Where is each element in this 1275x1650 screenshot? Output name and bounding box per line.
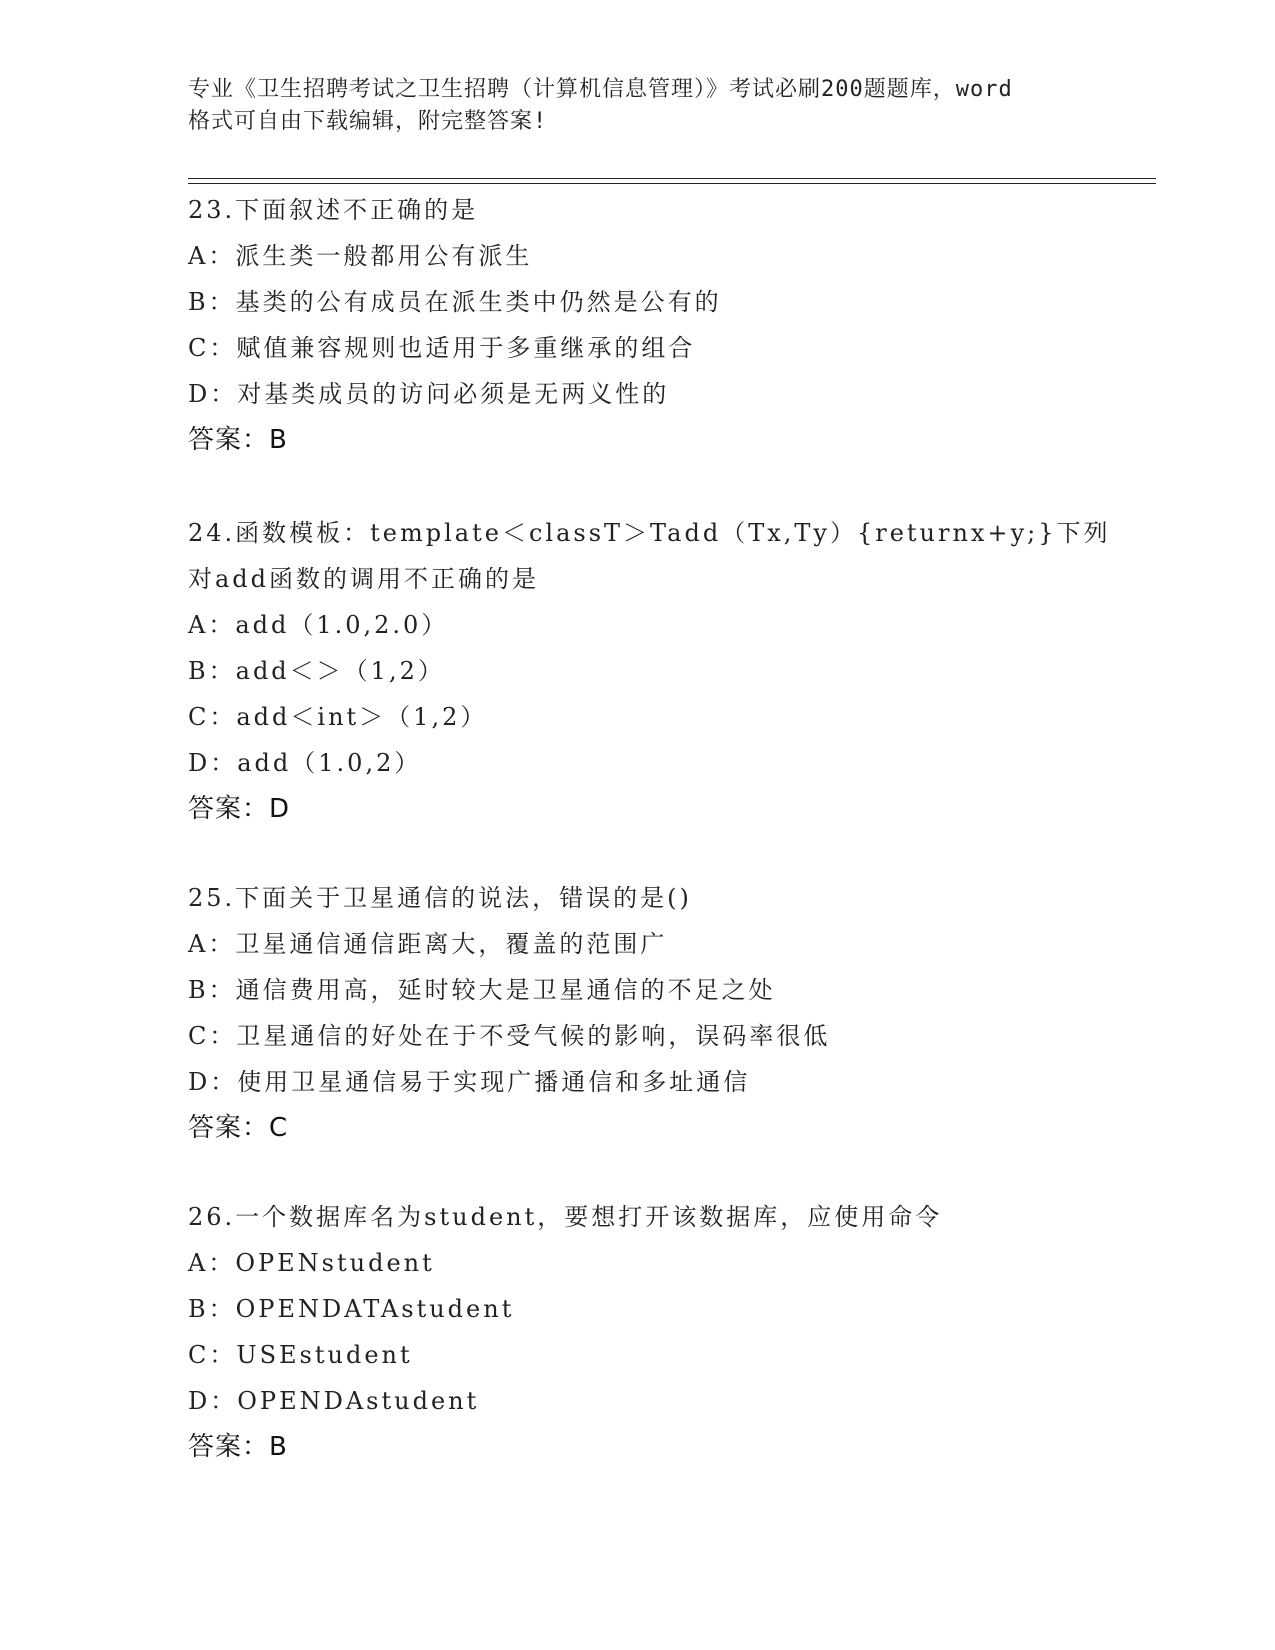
answer-line: 答案：B (188, 425, 288, 455)
question-stem: 23.下面叙述不正确的是 (188, 196, 479, 224)
question-25 (188, 875, 1088, 1151)
option-a: A：OPENstudent (188, 1249, 435, 1277)
option-c: C：add＜int＞（1,2） (188, 703, 488, 731)
document-header (188, 74, 1088, 138)
question-stem: 26.一个数据库名为student，要想打开该数据库，应使用命令 (188, 1203, 943, 1231)
option-a: A：卫星通信通信距离大，覆盖的范围广 (188, 930, 668, 958)
question-stem: 25.下面关于卫星通信的说法，错误的是() (188, 884, 692, 912)
option-c: C：赋值兼容规则也适用于多重继承的组合 (188, 334, 696, 362)
answer-line: 答案：D (188, 794, 291, 824)
question-26 (188, 1194, 1088, 1470)
question-24 (188, 510, 1111, 832)
header-line-1: 专业《卫生招聘考试之卫生招聘（计算机信息管理）》考试必刷200题题库，word (188, 77, 1013, 102)
answer-line: 答案：C (188, 1113, 289, 1143)
option-d: D：使用卫星通信易于实现广播通信和多址通信 (188, 1068, 751, 1096)
header-line-2: 格式可自由下载编辑，附完整答案! (188, 109, 548, 134)
header-divider-top (188, 178, 1156, 179)
option-b: B：基类的公有成员在派生类中仍然是公有的 (188, 288, 722, 316)
option-c: C：USEstudent (188, 1341, 413, 1369)
option-b: B：add＜＞（1,2） (188, 657, 445, 685)
option-a: A：add（1.0,2.0） (188, 611, 449, 639)
option-d: D：OPENDAstudent (188, 1387, 480, 1415)
option-d: D：对基类成员的访问必须是无两义性的 (188, 380, 670, 408)
question-stem-continued: 对add函数的调用不正确的是 (188, 565, 540, 593)
option-b: B：OPENDATAstudent (188, 1295, 515, 1323)
answer-line: 答案：B (188, 1432, 288, 1462)
question-23 (188, 187, 1088, 463)
question-stem: 24.函数模板：template＜classT＞Tadd（Tx,Ty）{returnx+y;}下列 (188, 519, 1111, 547)
option-a: A：派生类一般都用公有派生 (188, 242, 533, 270)
header-divider-bottom (188, 183, 1156, 184)
option-d: D：add（1.0,2） (188, 749, 422, 777)
option-c: C：卫星通信的好处在于不受气候的影响，误码率很低 (188, 1022, 831, 1050)
option-b: B：通信费用高，延时较大是卫星通信的不足之处 (188, 976, 776, 1004)
